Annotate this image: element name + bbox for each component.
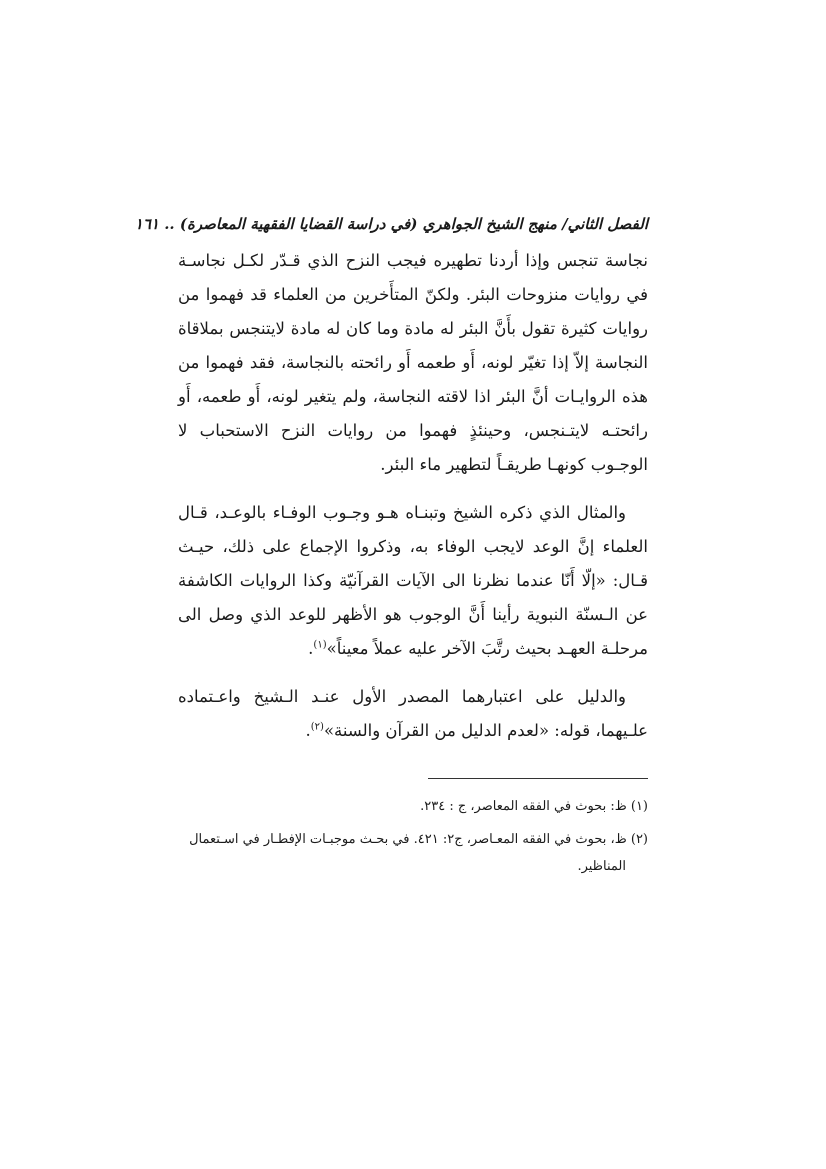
footnote-ref-1[interactable]: (١)	[313, 639, 327, 651]
paragraph-gap	[178, 482, 648, 496]
paragraph-1-text: نجاسة تنجس وإذا أردنا تطهيره فيجب النزح الذي قـدّر لكـل نجاسـة في روايات منزوحات البئر. ولكنّ المتأَخرين من العلماء قد فهموا من روايات كثيرة تقول بأَنَّ البئر له مادة وما كان له مادة لايتنجس بملاقاة النجاسة إلاّ إذا تغيّر لونه، أَو طعمه أَو رائحته بالنجاسة، فقد فهموا من هذه الروايـات أنَّ البئر اذا لاقته النجاسة، ولم يتغير لونه، أَو طعمه، أَو رائحتـه لايتـنجس، وحينئذٍ فهموا من روايات النزح الاستحباب لا الوجـوب كونهـا طريقـاً لتطهير ماء البئر.	[178, 251, 648, 474]
footnote-2-text: (٢) ظ، بحوث في الفقه المعـاصر، ج٢: ٤٢١. في بحـث موجبـات الإفطـار في اسـتعمال	[189, 832, 648, 847]
paragraph-2-end: .	[308, 639, 314, 658]
paragraph-3-end: .	[305, 721, 311, 740]
book-page	[134, 212, 648, 886]
footnote-2-continuation: المناظير.	[577, 859, 626, 874]
footnote-divider	[428, 778, 648, 779]
body-paragraph-1	[178, 244, 648, 482]
footnote-1-text: (١) ظ: بحوث في الفقه المعاصر، ج : ٢٣٤.	[420, 799, 648, 814]
footnote-1	[178, 793, 648, 820]
body-paragraph-2	[178, 496, 648, 666]
footnote-2	[178, 826, 648, 880]
body-paragraph-3	[178, 680, 648, 748]
paragraph-2-text: والمثال الذي ذكره الشيخ وتبنـاه هـو وجـوب الوفـاء بالوعـد، قـال العلماء إنَّ الوعد لايجب الوفاء به، وذكروا الإجماع على ذلك، حيـث قـال: «إلّا أَنّا عندما نظرنا الى الآيات القرآنيّة وكذا الروايات الكاشفة عن الـسنّة النبوية رأينا أَنَّ الوجوب هو الأظهر للوعد الذي وصل الى مرحلـة العهـد بحيث رتَّبَ الآخر عليه عملاً معيناً»	[178, 503, 648, 658]
paragraph-gap	[178, 666, 648, 680]
footnote-ref-2[interactable]: (٢)	[310, 721, 324, 733]
running-header: الفصل الثاني/ منهج الشيخ الجواهري (في دراسة القضايا الفقهية المعاصرة) .. ١٦١	[134, 215, 648, 233]
paragraph-3-text: والدليل على اعتبارهما المصدر الأول عنـد الـشيخ واعـتماده علـيهما، قوله: «لعدم الدليل من القرآن والسنة»	[178, 687, 648, 740]
